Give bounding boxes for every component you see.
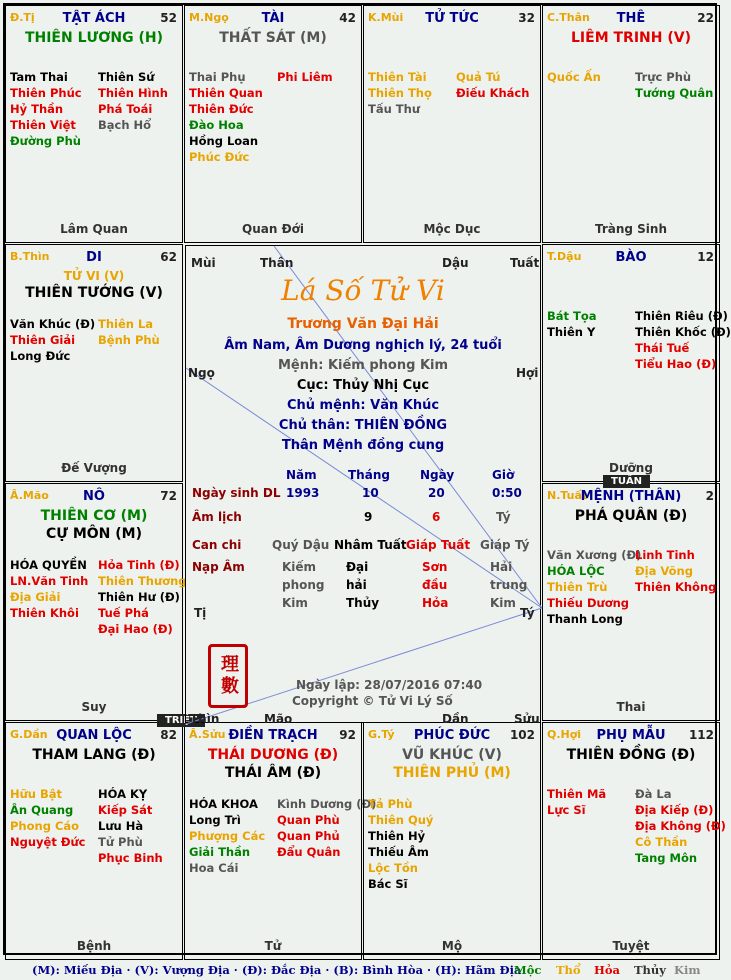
napam-label: Nạp Âm (192, 560, 245, 574)
minor-star: Thiên Sứ (98, 70, 155, 84)
napam-word: Hải (490, 560, 513, 574)
minor-star: Văn Khúc (Đ) (10, 317, 96, 331)
palace-number: 112 (688, 728, 714, 742)
palace-stem: N.Tuất (547, 489, 588, 502)
life-stage: Thai (616, 700, 646, 714)
dir-thin: Thìn (190, 712, 220, 726)
minor-star: Long Đức (10, 349, 71, 363)
dir-than: Thân (260, 256, 294, 270)
dir-dan: Dần (442, 712, 469, 726)
chart-title: Lá Số Tử Vi (281, 274, 445, 307)
minor-star: Thiên Hỷ (368, 829, 426, 843)
minor-star: Văn Xương (Đ) (547, 548, 642, 562)
horoscope-chart (3, 3, 731, 955)
chu-menh: Chủ mệnh: Văn Khúc (286, 398, 440, 413)
palace-10 (363, 722, 541, 960)
minor-star: Thiên Không (635, 580, 717, 594)
palace-stem: Đ.Tị (10, 11, 35, 24)
gender-info: Âm Nam, Âm Dương nghịch lý, 24 tuổi (224, 338, 502, 353)
canchi-year: Quý Dậu (272, 538, 330, 552)
life-stage: Đế Vượng (61, 461, 127, 475)
minor-star: LN.Văn Tinh (10, 574, 89, 588)
dir-hoi: Hợi (516, 366, 539, 380)
palace-stem: Â.Sửu (189, 728, 226, 741)
main-star: THẤT SÁT (M) (219, 30, 327, 46)
palace-number: 42 (339, 11, 356, 25)
main-star: THAM LANG (Đ) (32, 747, 156, 763)
palace-name: TẬT ÁCH (62, 11, 126, 26)
main-star: THIÊN TƯỚNG (V) (25, 285, 163, 301)
palace-1 (184, 5, 362, 243)
napam-word: Hỏa (422, 596, 449, 610)
minor-star: Địa Kiếp (Đ) (635, 803, 714, 817)
main-star: LIÊM TRINH (V) (571, 30, 691, 46)
minor-star: HÓA KỴ (98, 787, 148, 801)
palace-8 (5, 722, 183, 960)
canchi-day: Giáp Tuất (406, 538, 471, 552)
minor-star: Nguyệt Đức (10, 835, 86, 849)
main-star: PHÁ QUÂN (Đ) (574, 508, 688, 524)
life-stage: Suy (81, 700, 107, 714)
minor-star: Thái Tuế (635, 341, 690, 355)
minor-star: Tướng Quân (635, 86, 714, 100)
palace-number: 22 (697, 11, 714, 25)
palace-stem: M.Ngọ (189, 11, 229, 24)
minor-star: Thiên Riêu (Đ) (635, 309, 728, 323)
palace-stem: C.Thân (547, 11, 590, 24)
life-stage: Mộ (441, 939, 463, 953)
main-star: THIÊN ĐỒNG (Đ) (566, 747, 696, 763)
minor-star: Thiên Hư (Đ) (98, 590, 180, 604)
palace-name: DI (86, 250, 102, 265)
minor-star: Ân Quang (10, 803, 74, 817)
life-stage: Mộc Dục (423, 222, 481, 236)
dl-month: 10 (362, 486, 379, 500)
minor-star: Thiên Thương (98, 574, 187, 588)
main-star: THIÊN LƯƠNG (H) (24, 30, 164, 46)
palace-name: NÔ (83, 489, 105, 504)
al-label: Âm lịch (192, 510, 242, 524)
copyright: Copyright © Tử Vi Lý Số (292, 694, 453, 708)
minor-star: Thiên Việt (10, 118, 76, 132)
palace-stem: G.Tý (368, 728, 395, 741)
dir-tuat: Tuất (510, 256, 540, 270)
al-day: 6 (432, 510, 441, 524)
minor-star: Tuế Phá (98, 606, 149, 620)
minor-star: Trực Phù (635, 70, 692, 84)
minor-star: Quả Tú (456, 70, 501, 84)
minor-star: Thiếu Dương (547, 596, 630, 610)
minor-star: Bạch Hổ (98, 118, 152, 132)
napam-word: phong (282, 578, 325, 592)
minor-star: HÓA QUYỀN (10, 558, 87, 572)
palace-stem: G.Dần (10, 728, 48, 741)
dl-day: 20 (428, 486, 445, 500)
napam-word: Thủy (346, 596, 380, 610)
napam-word: Đại (346, 560, 369, 574)
dir-ty: Tý (520, 606, 535, 620)
napam-word: hải (346, 578, 367, 592)
person-name: Trương Văn Đại Hải (287, 316, 439, 332)
minor-star: Đà La (635, 787, 672, 801)
legend-text: (M): Miếu Địa · (V): Vượng Địa · (Đ): Đắc Địa · (B): Bình Hòa · (H): Hãm Địa (32, 963, 522, 977)
minor-star: Thiên Tài (368, 70, 427, 84)
chu-than: Chủ thân: THIÊN ĐỒNG (278, 418, 448, 433)
minor-star: Quốc Ấn (547, 70, 601, 84)
palace-5 (542, 244, 731, 482)
minor-star: Kình Dương (Đ) (277, 797, 377, 811)
palace-name: BÀO (615, 250, 647, 265)
al-hour: Tý (496, 510, 511, 524)
palace-number: 32 (518, 11, 535, 25)
minor-star: Giải Thần (189, 845, 251, 859)
palace-name: QUAN LỘC (56, 728, 132, 743)
minor-star: Thiên Hình (98, 86, 168, 100)
palace-number: 102 (509, 728, 535, 742)
palace-name: THÊ (616, 11, 646, 26)
minor-star: Thiên Thọ (368, 86, 432, 100)
canchi-label: Can chi (192, 538, 242, 552)
palace-stem: Q.Hợi (547, 728, 582, 741)
minor-star: Phượng Các (189, 829, 266, 843)
minor-star: Đào Hoa (189, 118, 244, 132)
cuc-info: Cục: Thủy Nhị Cục (296, 378, 430, 393)
minor-star: Hỏa Tinh (Đ) (98, 558, 180, 572)
minor-star: Lộc Tồn (368, 861, 418, 875)
minor-star: Quan Phù (277, 813, 340, 827)
minor-star: Thiên Mã (547, 787, 607, 801)
badge-triệt: TRIỆT (157, 714, 205, 727)
main-star: TỬ VI (V) (63, 269, 125, 283)
palace-number: 82 (160, 728, 177, 742)
col-nam: Năm (286, 468, 317, 482)
minor-star: Hữu Bật (10, 787, 63, 801)
palace-number: 2 (705, 489, 714, 503)
palace-stem: K.Mùi (368, 11, 404, 24)
napam-word: đầu (422, 578, 448, 592)
minor-star: Thiên Trù (547, 580, 608, 594)
dl-year: 1993 (286, 486, 320, 500)
palace-2 (363, 5, 541, 243)
minor-star: HÓA LỘC (547, 564, 605, 578)
palace-3 (542, 5, 720, 243)
legend-hoa: Hỏa (594, 963, 620, 977)
minor-star: Điếu Khách (456, 86, 530, 100)
life-stage: Tử (264, 939, 282, 953)
dir-mui: Mùi (191, 256, 216, 270)
minor-star: Thai Phụ (189, 70, 246, 84)
palace-stem: Â.Mão (10, 489, 49, 502)
dir-suu: Sửu (514, 712, 540, 726)
ngay-lap: Ngày lập: 28/07/2016 07:40 (296, 678, 483, 692)
palace-name: PHỤ MẪU (596, 728, 666, 743)
seal-stamp: 理數 (208, 644, 248, 708)
minor-star: Thiên Đức (189, 102, 254, 116)
palace-name: TÀI (261, 11, 285, 26)
minor-star: Tả Phù (368, 797, 413, 811)
dir-ti: Tị (194, 606, 207, 620)
minor-star: Thiên Giải (10, 333, 76, 347)
minor-star: Bác Sĩ (368, 877, 408, 891)
palace-4 (5, 244, 183, 482)
than-menh: Thân Mệnh đồng cung (281, 438, 445, 453)
minor-star: Phục Binh (98, 851, 163, 865)
col-ngay: Ngày (420, 468, 455, 482)
minor-star: Hoa Cái (189, 861, 239, 875)
minor-star: Thiên Quan (189, 86, 263, 100)
minor-star: Tam Thai (10, 70, 68, 84)
minor-star: Quan Phủ (277, 829, 340, 843)
minor-star: Hồng Loan (189, 134, 259, 148)
minor-star: HÓA KHOA (189, 797, 258, 811)
napam-word: Sơn (422, 560, 448, 574)
palace-number: 52 (160, 11, 177, 25)
legend-moc: Mộc (514, 963, 542, 977)
minor-star: Tử Phù (98, 835, 143, 849)
minor-star: Tiểu Hao (Đ) (635, 357, 717, 371)
minor-star: Phi Liêm (277, 70, 333, 84)
minor-star: Tang Môn (635, 851, 698, 865)
minor-star: Phá Toái (98, 102, 153, 116)
life-stage: Tràng Sinh (594, 222, 668, 236)
minor-star: Kiếp Sát (98, 803, 153, 817)
dl-label: Ngày sinh DL (192, 486, 281, 500)
main-star: THÁI DƯƠNG (Đ) (207, 747, 339, 763)
main-star: THÁI ÂM (Đ) (224, 765, 322, 781)
palace-0 (5, 5, 183, 243)
minor-star: Lưu Hà (98, 819, 144, 833)
life-stage: Lâm Quan (60, 222, 128, 236)
minor-star: Bát Tọa (547, 309, 597, 323)
legend-kim: Kim (674, 963, 701, 977)
palace-number: 92 (339, 728, 356, 742)
minor-star: Đẩu Quân (277, 845, 341, 859)
minor-star: Bệnh Phù (98, 333, 160, 347)
canchi-hour: Giáp Tý (480, 538, 530, 552)
palace-number: 62 (160, 250, 177, 264)
napam-word: Kim (282, 596, 308, 610)
life-stage: Dưỡng (609, 461, 653, 475)
minor-star: Thanh Long (547, 612, 623, 626)
minor-star: Thiên Khốc (Đ) (635, 325, 731, 339)
palace-name: TỬ TỨC (425, 11, 479, 26)
palace-6 (5, 483, 187, 721)
dir-dau: Dậu (442, 256, 469, 270)
palace-name: MỆNH (THÂN) (580, 489, 682, 504)
minor-star: Thiếu Âm (368, 845, 429, 859)
palace-stem: T.Dậu (547, 250, 582, 263)
napam-word: Kiếm (282, 560, 317, 574)
minor-star: Cô Thần (635, 835, 688, 849)
life-stage: Bệnh (76, 939, 112, 953)
napam-word: trung (490, 578, 528, 592)
minor-star: Thiên Quý (368, 813, 434, 827)
badge-tuần: TUẦN (603, 475, 650, 488)
palace-stem: B.Thìn (10, 250, 50, 263)
minor-star: Thiên Phúc (10, 86, 82, 100)
minor-star: Phong Cáo (10, 819, 80, 833)
life-stage: Quan Đới (242, 222, 304, 236)
palace-name: ĐIỀN TRẠCH (228, 728, 318, 743)
main-star: VŨ KHÚC (V) (402, 747, 502, 763)
legend-thuy: Thủy (634, 963, 666, 977)
minor-star: Linh Tinh (635, 548, 695, 562)
palace-number: 12 (697, 250, 714, 264)
canchi-month: Nhâm Tuất (334, 538, 407, 552)
minor-star: Phúc Đức (189, 150, 250, 164)
dl-hour: 0:50 (492, 486, 522, 500)
dir-ngo: Ngọ (188, 366, 215, 380)
minor-star: Lực Sĩ (547, 803, 586, 817)
dir-mao: Mão (264, 712, 293, 726)
menh-info: Mệnh: Kiếm phong Kim (277, 358, 449, 373)
main-star: THIÊN PHỦ (M) (393, 765, 511, 781)
col-gio: Giờ (492, 468, 515, 482)
al-month: 9 (364, 510, 373, 524)
palace-number: 72 (160, 489, 177, 503)
minor-star: Tấu Thư (368, 102, 421, 116)
minor-star: Đại Hao (Đ) (98, 622, 173, 636)
col-thang: Tháng (348, 468, 390, 482)
minor-star: Địa Không (Đ) (635, 819, 726, 833)
minor-star: Hỷ Thần (10, 102, 64, 116)
minor-star: Thiên Y (547, 325, 596, 339)
main-star: THIÊN CƠ (M) (40, 508, 148, 524)
minor-star: Thiên Khôi (10, 606, 79, 620)
palace-7 (542, 476, 720, 721)
napam-word: Kim (490, 596, 516, 610)
palace-name: PHÚC ĐỨC (413, 728, 491, 743)
palace-11 (542, 722, 726, 960)
center-panel (185, 245, 541, 726)
legend-tho: Thổ (556, 963, 581, 977)
minor-star: Thiên La (98, 317, 154, 331)
minor-star: Đường Phù (10, 134, 81, 148)
main-star: CỰ MÔN (M) (46, 526, 142, 542)
minor-star: Long Trì (189, 813, 241, 827)
minor-star: Địa Giải (10, 590, 61, 604)
minor-star: Địa Võng (635, 564, 693, 578)
life-stage: Tuyệt (612, 939, 650, 953)
